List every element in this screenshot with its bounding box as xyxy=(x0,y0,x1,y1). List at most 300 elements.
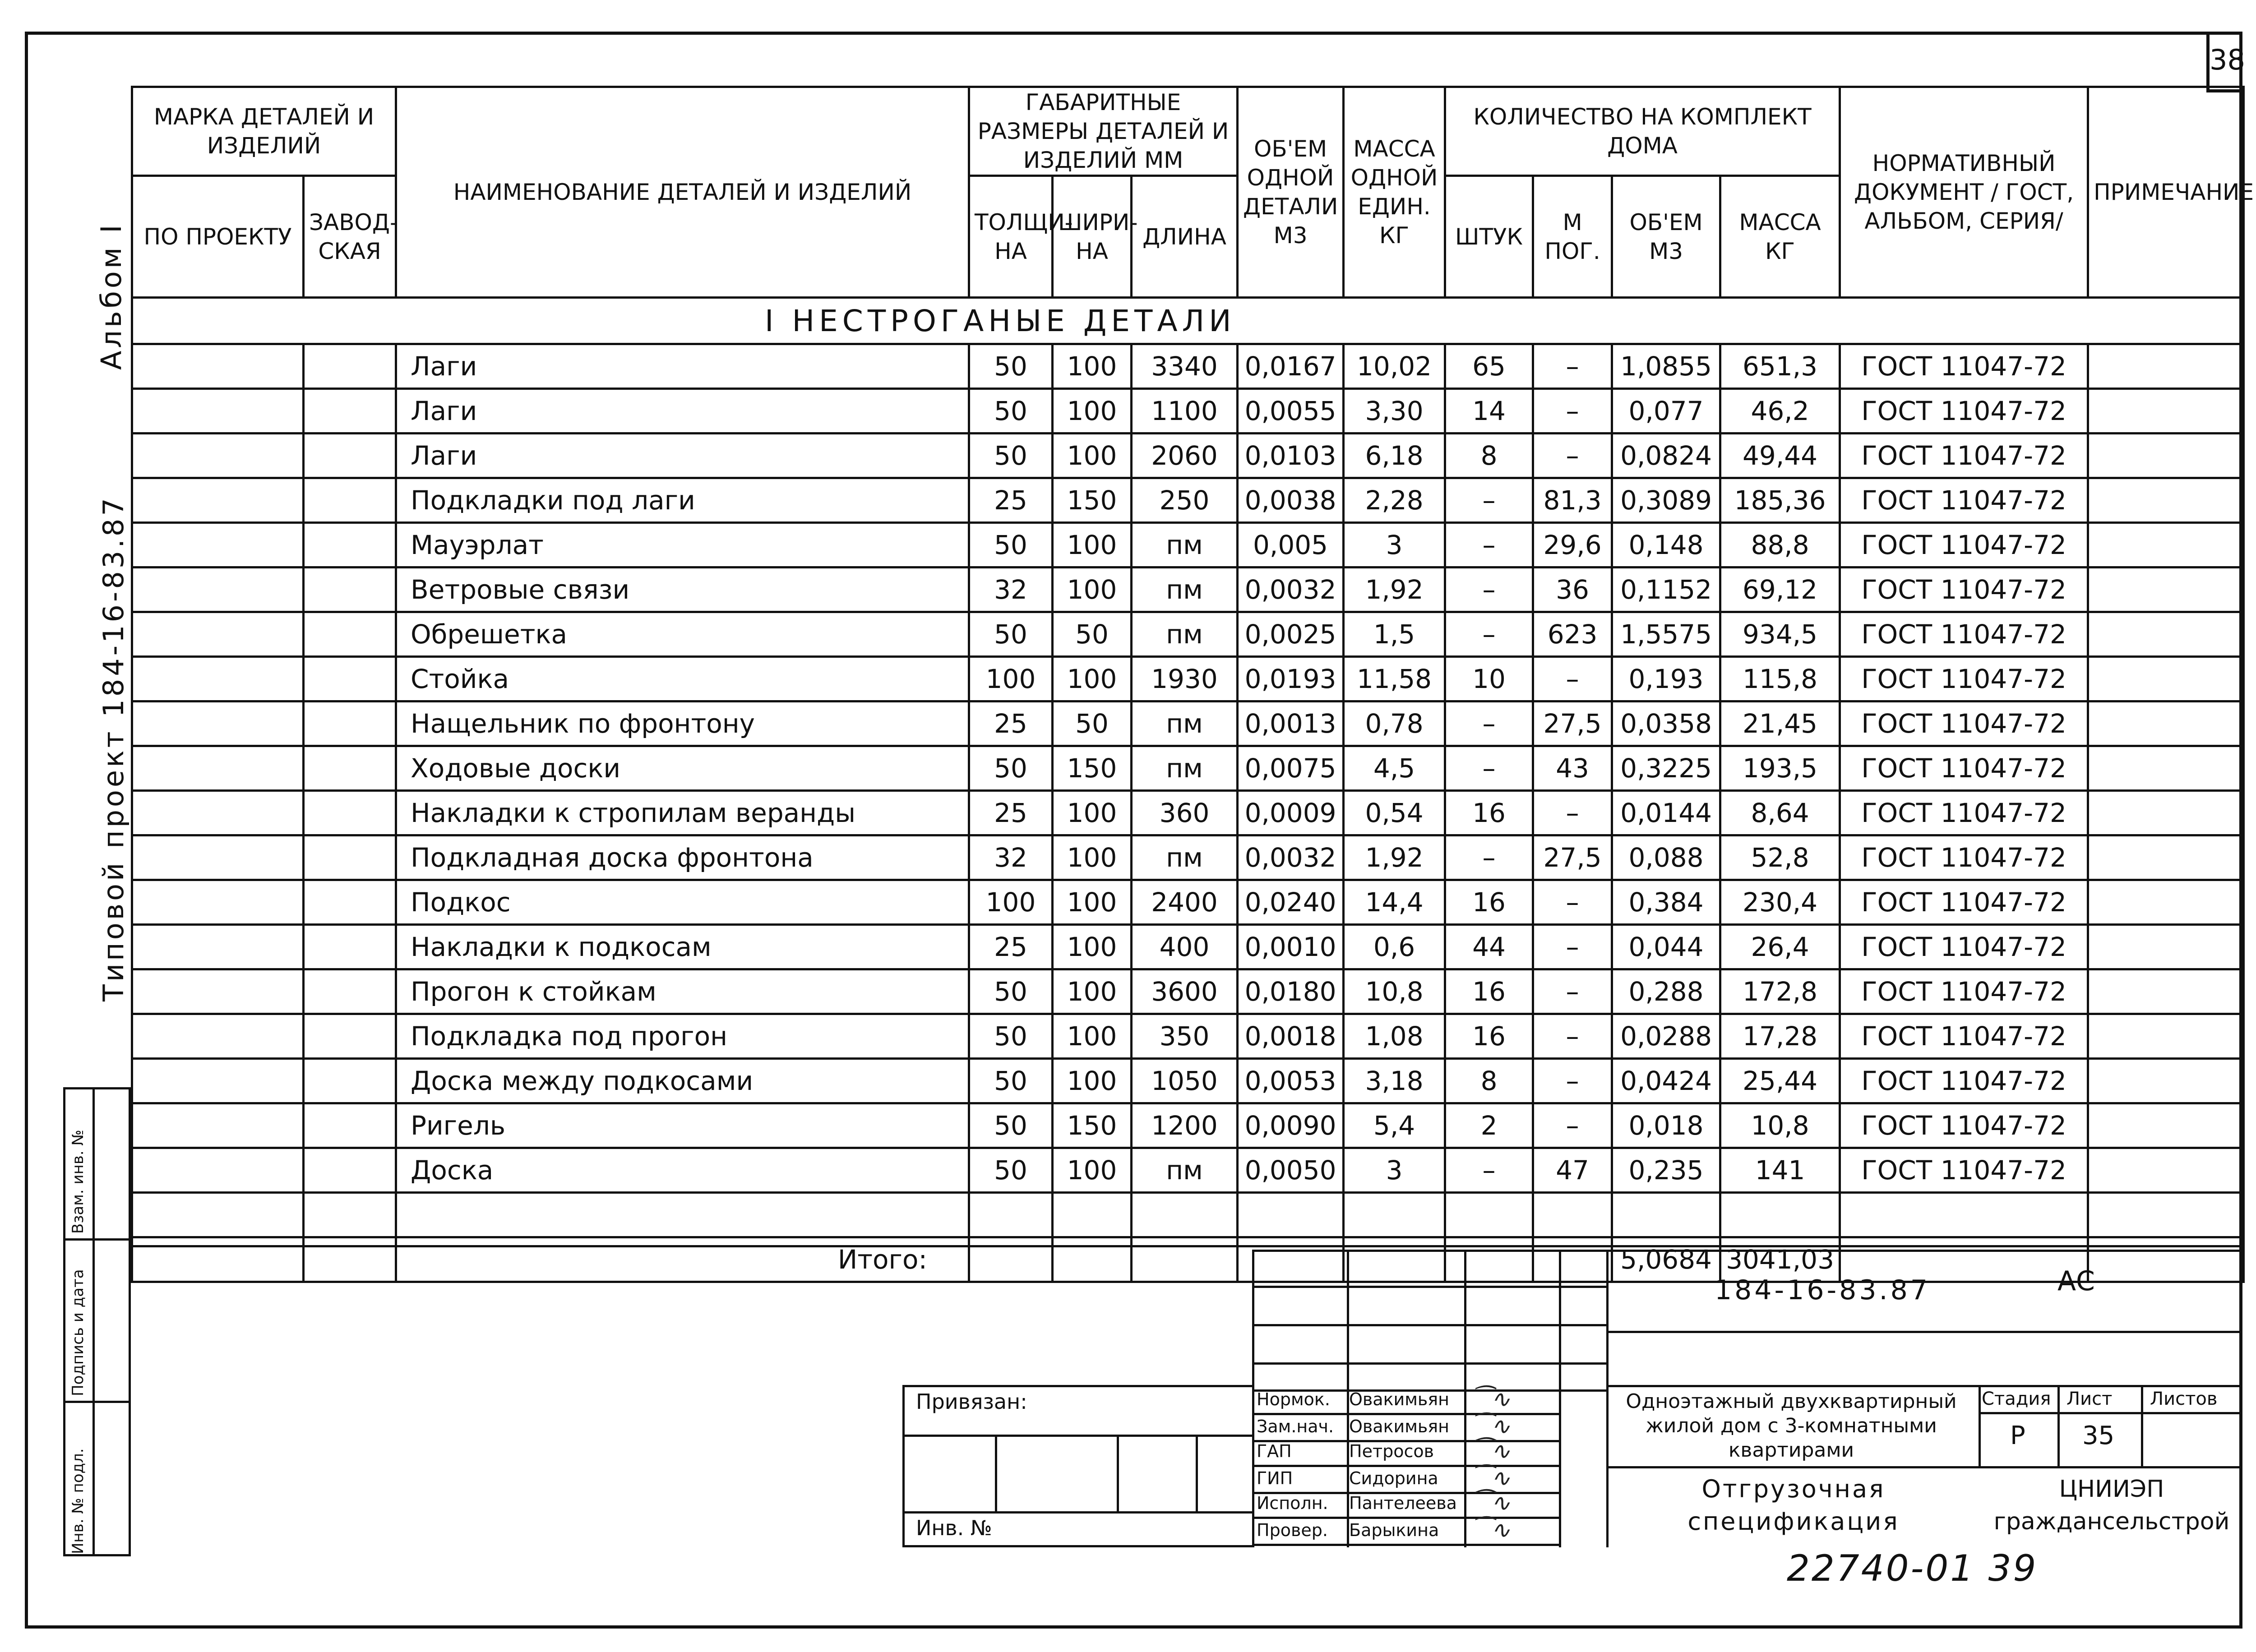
cell-mass: 25,44 xyxy=(1720,1059,1840,1103)
cell-m1: 3,30 xyxy=(1344,389,1445,434)
cell-m1: 4,5 xyxy=(1344,746,1445,791)
cell-empty xyxy=(304,1014,396,1059)
cell-empty xyxy=(1840,1193,2088,1237)
cell-empty xyxy=(132,746,304,791)
cell-pcs: 16 xyxy=(1445,880,1533,925)
cell-empty xyxy=(2088,969,2244,1014)
cell-empty xyxy=(2088,523,2244,568)
cell-mass: 17,28 xyxy=(1720,1014,1840,1059)
person-name: Сидорина xyxy=(1349,1468,1438,1488)
cell-vol: 1,0855 xyxy=(1612,344,1720,389)
cell-empty xyxy=(1238,1193,1344,1237)
cell-empty xyxy=(304,523,396,568)
cell-empty xyxy=(132,1148,304,1193)
cell-l: 3340 xyxy=(1132,344,1238,389)
cell-m1: 0,54 xyxy=(1344,791,1445,835)
col-marka: МАРКА ДЕТАЛЕЙ И ИЗДЕЛИЙ xyxy=(132,87,396,176)
privyazan-label: Привязан: xyxy=(916,1389,1027,1414)
listov-label: Листов xyxy=(2150,1389,2218,1409)
cell-mp: 29,6 xyxy=(1533,523,1612,568)
cell-pcs: 10 xyxy=(1445,657,1533,701)
cell-empty xyxy=(1720,1193,1840,1237)
cell-empty xyxy=(304,1148,396,1193)
cell-v1: 0,005 xyxy=(1238,523,1344,568)
cell-name: Обрешетка xyxy=(396,612,969,657)
cell-name: Лаги xyxy=(396,344,969,389)
sheet-number: 38 xyxy=(2206,32,2242,92)
cell-doc: ГОСТ 11047-72 xyxy=(1840,434,2088,478)
cell-m1: 14,4 xyxy=(1344,880,1445,925)
cell-empty xyxy=(2088,478,2244,523)
cell-v1: 0,0009 xyxy=(1238,791,1344,835)
cell-empty xyxy=(304,434,396,478)
cell-pcs: 16 xyxy=(1445,1014,1533,1059)
cell-w: 100 xyxy=(1053,925,1132,969)
cell-w: 100 xyxy=(1053,657,1132,701)
cell-mass: 651,3 xyxy=(1720,344,1840,389)
cell-empty xyxy=(1053,1237,1132,1282)
cell-t: 25 xyxy=(969,925,1053,969)
cell-mass: 185,36 xyxy=(1720,478,1840,523)
cell-vol: 0,3225 xyxy=(1612,746,1720,791)
table-row xyxy=(132,1103,2244,1148)
cell-empty xyxy=(396,1193,969,1237)
table-row xyxy=(132,880,2244,925)
strip-inv-podl: Инв. № подл. xyxy=(69,1448,87,1554)
person-name: Овакимьян xyxy=(1349,1389,1450,1409)
cell-t: 50 xyxy=(969,746,1053,791)
person-name: Петросов xyxy=(1349,1441,1434,1461)
cell-vol: 0,0288 xyxy=(1612,1014,1720,1059)
cell-mass: 26,4 xyxy=(1720,925,1840,969)
signature-mark: ⁀∿ xyxy=(1472,1490,1511,1517)
cell-name: Прогон к стойкам xyxy=(396,969,969,1014)
cell-doc: ГОСТ 11047-72 xyxy=(1840,344,2088,389)
cell-doc: ГОСТ 11047-72 xyxy=(1840,612,2088,657)
cell-pcs: 65 xyxy=(1445,344,1533,389)
cell-empty xyxy=(304,880,396,925)
cell-empty xyxy=(132,1237,304,1282)
cell-w: 100 xyxy=(1053,523,1132,568)
role-label: Зам.нач. xyxy=(1257,1417,1334,1436)
cell-v1: 0,0013 xyxy=(1238,701,1344,746)
side-stamp-strip xyxy=(63,1087,131,1556)
cell-t: 50 xyxy=(969,612,1053,657)
cell-empty xyxy=(969,1193,1053,1237)
table-row xyxy=(132,746,2244,791)
col-naimenovanie: НАИМЕНОВАНИЕ ДЕТАЛЕЙ И ИЗДЕЛИЙ xyxy=(396,87,969,298)
cell-vol: 0,088 xyxy=(1612,835,1720,880)
cell-name: Нащельник по фронтону xyxy=(396,701,969,746)
cell-doc: ГОСТ 11047-72 xyxy=(1840,835,2088,880)
cell-m1: 6,18 xyxy=(1344,434,1445,478)
cell-l: 1100 xyxy=(1132,389,1238,434)
table-row xyxy=(132,523,2244,568)
cell-empty xyxy=(132,657,304,701)
cell-mp: 81,3 xyxy=(1533,478,1612,523)
col-gabarit: ГАБАРИТНЫЕ РАЗМЕРЫ ДЕТАЛЕЙ И ИЗДЕЛИЙ ММ xyxy=(969,87,1238,176)
cell-mass: 193,5 xyxy=(1720,746,1840,791)
cell-empty xyxy=(2088,1148,2244,1193)
cell-vol: 0,1152 xyxy=(1612,568,1720,612)
cell-v1: 0,0075 xyxy=(1238,746,1344,791)
cell-doc: ГОСТ 11047-72 xyxy=(1840,523,2088,568)
cell-vol: 0,288 xyxy=(1612,969,1720,1014)
cell-name: Подкладная доска фронтона xyxy=(396,835,969,880)
cell-doc: ГОСТ 11047-72 xyxy=(1840,389,2088,434)
cell-vol: 0,235 xyxy=(1612,1148,1720,1193)
cell-t: 100 xyxy=(969,880,1053,925)
cell-empty xyxy=(2088,701,2244,746)
cell-t: 50 xyxy=(969,389,1053,434)
role-label: Нормок. xyxy=(1257,1389,1330,1409)
signature-mark: ⁀∿ xyxy=(1472,1465,1511,1492)
cell-mass: 69,12 xyxy=(1720,568,1840,612)
cell-empty xyxy=(1132,1237,1238,1282)
cell-mass: 115,8 xyxy=(1720,657,1840,701)
cell-vol: 0,3089 xyxy=(1612,478,1720,523)
cell-t: 50 xyxy=(969,969,1053,1014)
cell-pcs: – xyxy=(1445,478,1533,523)
cell-t: 50 xyxy=(969,523,1053,568)
cell-mass: 934,5 xyxy=(1720,612,1840,657)
cell-name: Подкладка под прогон xyxy=(396,1014,969,1059)
cell-empty xyxy=(132,880,304,925)
cell-w: 100 xyxy=(1053,434,1132,478)
total-volume: 5,0684 xyxy=(1612,1237,1720,1282)
project-label: Типовой проект 184-16-83.87 xyxy=(97,495,130,1001)
cell-empty xyxy=(1053,1193,1132,1237)
cell-empty xyxy=(304,657,396,701)
cell-t: 50 xyxy=(969,434,1053,478)
cell-name: Накладки к стропилам веранды xyxy=(396,791,969,835)
cell-l: 250 xyxy=(1132,478,1238,523)
cell-name: Ригель xyxy=(396,1103,969,1148)
cell-empty xyxy=(132,1059,304,1103)
cell-t: 25 xyxy=(969,478,1053,523)
cell-l: 360 xyxy=(1132,791,1238,835)
cell-l: 1930 xyxy=(1132,657,1238,701)
cell-empty xyxy=(2088,925,2244,969)
cell-t: 50 xyxy=(969,1014,1053,1059)
role-label: ГИП xyxy=(1257,1468,1293,1488)
col-zavodskaya: ЗАВОД-СКАЯ xyxy=(304,176,396,298)
cell-empty xyxy=(304,1237,396,1282)
cell-w: 100 xyxy=(1053,880,1132,925)
cell-w: 100 xyxy=(1053,1059,1132,1103)
cell-doc: ГОСТ 11047-72 xyxy=(1840,925,2088,969)
cell-empty xyxy=(304,344,396,389)
cell-pcs: – xyxy=(1445,568,1533,612)
cell-empty xyxy=(304,791,396,835)
cell-empty xyxy=(2088,344,2244,389)
cell-mp: 36 xyxy=(1533,568,1612,612)
cell-vol: 0,0358 xyxy=(1612,701,1720,746)
cell-empty xyxy=(969,1237,1053,1282)
cell-vol: 0,0824 xyxy=(1612,434,1720,478)
cell-v1: 0,0167 xyxy=(1238,344,1344,389)
cell-mp: – xyxy=(1533,1059,1612,1103)
col-po-proektu: ПО ПРОЕКТУ xyxy=(132,176,304,298)
cell-empty xyxy=(132,1014,304,1059)
stadiya-value: Р xyxy=(2010,1421,2025,1450)
cell-mp: – xyxy=(1533,791,1612,835)
cell-mp: 43 xyxy=(1533,746,1612,791)
cell-empty xyxy=(304,1193,396,1237)
cell-empty xyxy=(132,568,304,612)
role-divider xyxy=(1252,1517,1559,1519)
cell-empty xyxy=(304,969,396,1014)
cell-empty xyxy=(2088,612,2244,657)
cell-l: 1050 xyxy=(1132,1059,1238,1103)
cell-empty xyxy=(132,835,304,880)
cell-w: 100 xyxy=(1053,969,1132,1014)
person-name: Пантелеева xyxy=(1349,1493,1457,1513)
table-row xyxy=(132,701,2244,746)
cell-empty xyxy=(304,925,396,969)
album-label: Альбом I xyxy=(95,222,128,370)
project-title: Одноэтажный двухквартирный жилой дом с 3-комнатными квартирами xyxy=(1626,1390,1957,1462)
col-shirina: ШИРИ-НА xyxy=(1053,176,1132,298)
bottom-number: 22740-01 39 xyxy=(1787,1547,2038,1589)
cell-vol: 0,0144 xyxy=(1612,791,1720,835)
cell-v1: 0,0050 xyxy=(1238,1148,1344,1193)
cell-name: Ветровые связи xyxy=(396,568,969,612)
cell-empty xyxy=(132,701,304,746)
cell-mass: 8,64 xyxy=(1720,791,1840,835)
cell-empty xyxy=(2088,568,2244,612)
cell-l: 2060 xyxy=(1132,434,1238,478)
cell-empty xyxy=(304,1103,396,1148)
cell-pcs: – xyxy=(1445,746,1533,791)
cell-vol: 0,044 xyxy=(1612,925,1720,969)
cell-t: 25 xyxy=(969,791,1053,835)
list-value: 35 xyxy=(2082,1421,2115,1450)
cell-m1: 1,5 xyxy=(1344,612,1445,657)
cell-mp: 47 xyxy=(1533,1148,1612,1193)
cell-m1: 1,08 xyxy=(1344,1014,1445,1059)
person-name: Овакимьян xyxy=(1349,1417,1450,1436)
cell-empty xyxy=(132,612,304,657)
cell-empty xyxy=(132,791,304,835)
table-row xyxy=(132,791,2244,835)
cell-empty xyxy=(304,1059,396,1103)
cell-empty xyxy=(2088,746,2244,791)
cell-pcs: 2 xyxy=(1445,1103,1533,1148)
col-obem: ОБ'ЕМ М3 xyxy=(1612,176,1720,298)
cell-v1: 0,0103 xyxy=(1238,434,1344,478)
cell-doc: ГОСТ 11047-72 xyxy=(1840,1059,2088,1103)
cell-empty xyxy=(132,1193,304,1237)
cell-empty xyxy=(132,1103,304,1148)
cell-mp: – xyxy=(1533,389,1612,434)
cell-pcs: 16 xyxy=(1445,791,1533,835)
sheet-title: Отгрузочная спецификация xyxy=(1687,1475,1900,1536)
cell-v1: 0,0053 xyxy=(1238,1059,1344,1103)
cell-l: 1200 xyxy=(1132,1103,1238,1148)
organization: ЦНИИЭП граждансельстрой xyxy=(1993,1476,2230,1535)
cell-pcs: 14 xyxy=(1445,389,1533,434)
cell-doc: ГОСТ 11047-72 xyxy=(1840,746,2088,791)
table-row xyxy=(132,389,2244,434)
table-row xyxy=(132,568,2244,612)
cell-v1: 0,0055 xyxy=(1238,389,1344,434)
cell-mass: 49,44 xyxy=(1720,434,1840,478)
cell-vol: 0,193 xyxy=(1612,657,1720,701)
cell-l: пм xyxy=(1132,523,1238,568)
strip-podpis: Подпись и дата xyxy=(69,1269,87,1396)
table-row xyxy=(132,1148,2244,1193)
cell-l: 350 xyxy=(1132,1014,1238,1059)
cell-name: Доска между подкосами xyxy=(396,1059,969,1103)
cell-vol: 1,5575 xyxy=(1612,612,1720,657)
cell-vol: 0,384 xyxy=(1612,880,1720,925)
cell-name: Мауэрлат xyxy=(396,523,969,568)
cell-empty xyxy=(132,389,304,434)
cell-v1: 0,0032 xyxy=(1238,835,1344,880)
cell-m1: 3,18 xyxy=(1344,1059,1445,1103)
cell-t: 32 xyxy=(969,568,1053,612)
cell-doc: ГОСТ 11047-72 xyxy=(1840,791,2088,835)
cell-v1: 0,0018 xyxy=(1238,1014,1344,1059)
cell-mp: – xyxy=(1533,1014,1612,1059)
cell-v1: 0,0240 xyxy=(1238,880,1344,925)
table-row xyxy=(132,478,2244,523)
cell-m1: 1,92 xyxy=(1344,835,1445,880)
cell-empty xyxy=(2088,880,2244,925)
cell-w: 100 xyxy=(1053,791,1132,835)
cell-empty xyxy=(132,969,304,1014)
cell-mp: – xyxy=(1533,344,1612,389)
cell-m1: 10,8 xyxy=(1344,969,1445,1014)
cell-mp: – xyxy=(1533,657,1612,701)
col-kolichestvo: КОЛИЧЕСТВО НА КОМПЛЕКТ ДОМА xyxy=(1445,87,1840,176)
cell-w: 100 xyxy=(1053,568,1132,612)
table-row xyxy=(132,1014,2244,1059)
table-row xyxy=(132,969,2244,1014)
cell-empty xyxy=(304,701,396,746)
stadiya-label: Стадия xyxy=(1982,1389,2051,1409)
cell-name: Доска xyxy=(396,1148,969,1193)
cell-m1: 3 xyxy=(1344,1148,1445,1193)
cell-empty xyxy=(2088,389,2244,434)
cell-pcs: – xyxy=(1445,1148,1533,1193)
cell-empty xyxy=(132,344,304,389)
person-name: Барыкина xyxy=(1349,1520,1439,1540)
cell-empty xyxy=(304,389,396,434)
cell-pcs: – xyxy=(1445,612,1533,657)
cell-doc: ГОСТ 11047-72 xyxy=(1840,478,2088,523)
cell-pcs: 44 xyxy=(1445,925,1533,969)
cell-v1: 0,0038 xyxy=(1238,478,1344,523)
cell-v1: 0,0032 xyxy=(1238,568,1344,612)
cell-mp: – xyxy=(1533,925,1612,969)
col-obem-odnoy: ОБ'ЕМ ОДНОЙ ДЕТАЛИ М3 xyxy=(1238,87,1344,298)
cell-m1: 10,02 xyxy=(1344,344,1445,389)
cell-name: Стойка xyxy=(396,657,969,701)
cell-empty xyxy=(304,478,396,523)
role-label: Исполн. xyxy=(1257,1493,1328,1513)
cell-empty xyxy=(1132,1193,1238,1237)
cell-mp: – xyxy=(1533,434,1612,478)
cell-empty xyxy=(2088,835,2244,880)
signature-mark: ⁀∿ xyxy=(1472,1413,1511,1440)
table-row xyxy=(132,657,2244,701)
cell-t: 50 xyxy=(969,1103,1053,1148)
total-mass: 3041,03 xyxy=(1720,1237,1840,1282)
role-divider xyxy=(1252,1465,1559,1467)
cell-l: 2400 xyxy=(1132,880,1238,925)
cell-l: 3600 xyxy=(1132,969,1238,1014)
cell-mass: 46,2 xyxy=(1720,389,1840,434)
table-row xyxy=(132,612,2244,657)
cell-doc: ГОСТ 11047-72 xyxy=(1840,1103,2088,1148)
cell-w: 100 xyxy=(1053,1014,1132,1059)
cell-mp: 623 xyxy=(1533,612,1612,657)
col-m-pog: М ПОГ. xyxy=(1533,176,1612,298)
cell-w: 150 xyxy=(1053,746,1132,791)
table-row xyxy=(132,925,2244,969)
cell-m1: 1,92 xyxy=(1344,568,1445,612)
cell-mass: 52,8 xyxy=(1720,835,1840,880)
cell-name: Подкладки под лаги xyxy=(396,478,969,523)
table-row-empty xyxy=(132,1193,2244,1237)
cell-l: пм xyxy=(1132,1148,1238,1193)
cell-vol: 0,0424 xyxy=(1612,1059,1720,1103)
cell-empty xyxy=(304,835,396,880)
cell-w: 100 xyxy=(1053,389,1132,434)
cell-name: Лаги xyxy=(396,434,969,478)
cell-t: 25 xyxy=(969,701,1053,746)
cell-name: Лаги xyxy=(396,389,969,434)
cell-m1: 2,28 xyxy=(1344,478,1445,523)
cell-mass: 10,8 xyxy=(1720,1103,1840,1148)
cell-vol: 0,018 xyxy=(1612,1103,1720,1148)
section-title: I НЕСТРОГАНЫЕ ДЕТАЛИ xyxy=(132,298,2244,344)
cell-pcs: 16 xyxy=(1445,969,1533,1014)
role-label: Провер. xyxy=(1257,1520,1328,1540)
cell-mp: – xyxy=(1533,1103,1612,1148)
table-row xyxy=(132,1059,2244,1103)
cell-empty xyxy=(1533,1193,1612,1237)
cell-doc: ГОСТ 11047-72 xyxy=(1840,1148,2088,1193)
cell-empty xyxy=(2088,1014,2244,1059)
doc-code: 184-16-83.87 xyxy=(1715,1274,1930,1306)
cell-name: Подкос xyxy=(396,880,969,925)
cell-empty xyxy=(2088,1059,2244,1103)
cell-w: 100 xyxy=(1053,1148,1132,1193)
cell-v1: 0,0025 xyxy=(1238,612,1344,657)
cell-doc: ГОСТ 11047-72 xyxy=(1840,969,2088,1014)
cell-v1: 0,0010 xyxy=(1238,925,1344,969)
cell-empty xyxy=(304,612,396,657)
cell-empty xyxy=(132,434,304,478)
cell-t: 100 xyxy=(969,657,1053,701)
table-row xyxy=(132,344,2244,389)
inv-label: Инв. № xyxy=(916,1516,992,1540)
cell-mp: – xyxy=(1533,880,1612,925)
col-massa: МАССА КГ xyxy=(1720,176,1840,298)
cell-v1: 0,0193 xyxy=(1238,657,1344,701)
cell-w: 100 xyxy=(1053,835,1132,880)
col-massa-odnoy: МАССА ОДНОЙ ЕДИН. КГ xyxy=(1344,87,1445,298)
cell-t: 50 xyxy=(969,1059,1053,1103)
col-dlina: ДЛИНА xyxy=(1132,176,1238,298)
cell-l: пм xyxy=(1132,746,1238,791)
cell-l: пм xyxy=(1132,612,1238,657)
specification-table xyxy=(131,86,2254,1283)
cell-empty xyxy=(132,925,304,969)
